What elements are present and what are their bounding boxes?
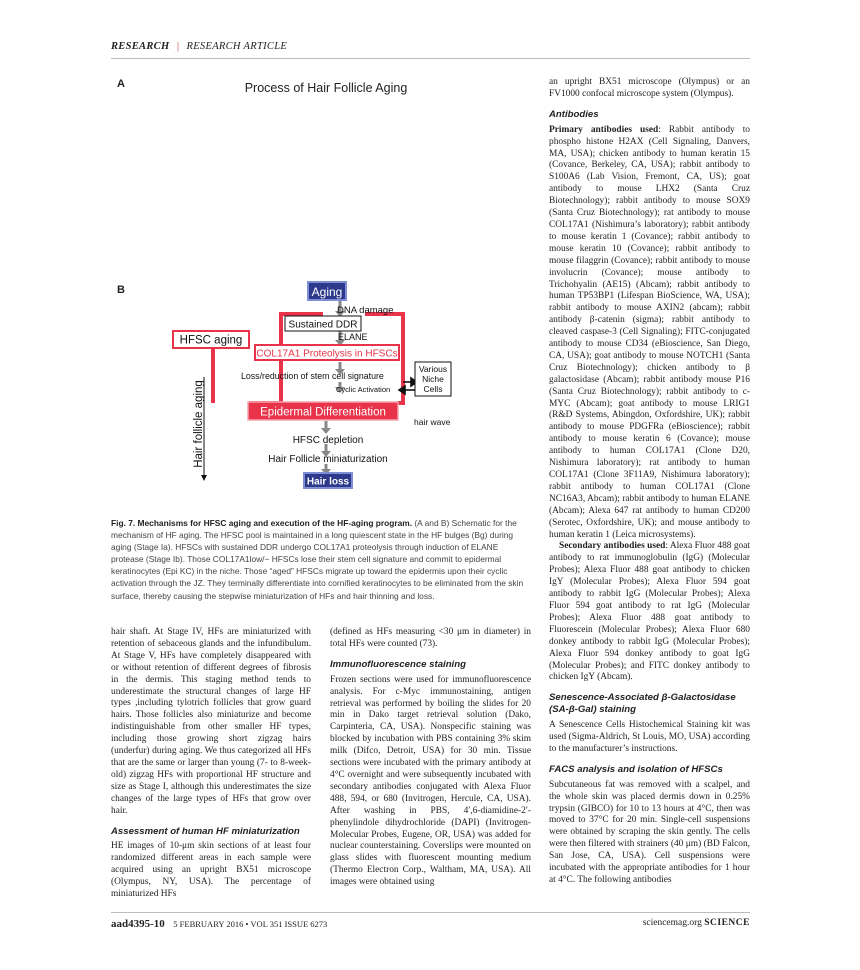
col3-paragraph-2 bbox=[549, 125, 750, 542]
col2-heading-1: Immunofluorescence staining bbox=[330, 658, 466, 670]
col3-heading-3: FACS analysis and isolation of HFSCs bbox=[549, 763, 723, 775]
niche-cells-line3: Cells bbox=[423, 384, 443, 394]
header-separator: | bbox=[176, 41, 180, 52]
aging-label: Aging bbox=[311, 285, 343, 299]
subsection-label: RESEARCH ARTICLE bbox=[186, 41, 288, 52]
col1-heading-1: Assessment of human HF miniaturization bbox=[111, 825, 300, 837]
footer-right bbox=[643, 918, 750, 928]
col1-paragraph-1: hair shaft. At Stage IV, HFs are miniaturized with retention of sebaceous glands and the infundibulum. At Stage V, HFs have completely disappeared with or without retention of different degrees of fibrosis in the dermis. This staging method tends to underestimate the structural changes of large HF types ,including tylotrich follicles that grow guard hairs. Those follicles also miniaturize and become indistinguishable from other smaller HF types, including those growing short zigzag hairs (underfur) during aging. We thus categorized all HFs that are the same or larger than young (7- to 8-week-old) zigzag HFs with proportional HF structure and size as Stage I, although this underestimates the size changes of the large types of HFs that grow over hair. bbox=[111, 627, 311, 816]
caption-label: Fig. 7. Mechanisms for HFSC aging and execution of the HF-aging program. bbox=[111, 518, 413, 528]
column-2 bbox=[330, 627, 531, 889]
niche-cells-line2: Niche bbox=[422, 374, 444, 384]
panel-a-label: A bbox=[117, 78, 125, 90]
column-3 bbox=[549, 77, 750, 887]
panel-a-title: Process of Hair Follicle Aging bbox=[244, 81, 408, 95]
primary-antibodies-label: Primary antibodies used bbox=[549, 124, 659, 135]
hair-follicle-aging-arrowhead bbox=[201, 475, 207, 481]
hfsc-aging-label: HFSC aging bbox=[179, 334, 243, 347]
col3-paragraph-1: an upright BX51 microscope (Olympus) or an FV1000 confocal microscope system (Olympus). bbox=[549, 77, 750, 99]
epidermal-diff-label: Epidermal Differentiation bbox=[260, 406, 386, 419]
figure-caption bbox=[111, 517, 533, 602]
niche-cells-line1: Various bbox=[418, 364, 448, 374]
loss-signature-label: Loss/reduction of stem cell signature bbox=[241, 371, 384, 381]
header-rule bbox=[111, 58, 750, 59]
hair-follicle-aging-label: Hair follicle aging bbox=[193, 380, 205, 468]
figure-7 bbox=[111, 72, 531, 502]
col3-paragraph-4: A Senescence Cells Histochemical Staining kit was used (Sigma-Aldrich, St Louis, MO, USA) according to the manufacturer’s instructions. bbox=[549, 720, 750, 754]
secondary-antibodies-text: : Alexa Fluor 488 goat antibody to rat immunoglobulin (IgG) (Molecular Probes); Alexa Fluor 488 goat antibody to chicken IgY (Molecular Probes); Alexa Fluor 594 goat antibody to rabbit IgG (Molecular Probes); Alexa Fluor 594 goat antibody to rat IgG (Molecular Probes); Alexa Fluor 488 goat antibody to Fluorescein (Molecular Probes); Alexa Fluor 680 donkey antibody to rabbit IgG (Molecular Probes); Alexa Fluor 594 donkey antibody to goat IgG (Molecular Probes); and FITC donkey antibody to chicken IgY (Abcam). bbox=[549, 541, 750, 683]
article-id: aad4395-10 bbox=[111, 918, 165, 930]
cyclic-activation-label: Cyclic Activation bbox=[336, 385, 391, 394]
elane-label: ELANE bbox=[338, 332, 368, 342]
issue-info: 5 FEBRUARY 2016 • VOL 351 ISSUE 6273 bbox=[173, 919, 328, 929]
col3-paragraph-3 bbox=[549, 541, 750, 684]
col3-heading-2: Senescence-Associated β-Galactosidase (SA-β-Gal) staining bbox=[549, 692, 736, 716]
caption-body: (A and B) Schematic for the mechanism of HF aging. The HFSC pool is maintained in a long quiescent state in the HF bulges (Bg) during aging (Stage Ia). HFSCs with sustained DDR undergo COL17A1 proteolysis through induction of ELANE protease (Stage Ib). Those COL17A1low/− HFSCs lose their stem cell signature and commit to epidermal keratinocytes (Epi KC) in the niche. Those “aged” HFSCs migrate up toward the epidermis upon their cyclic activation through the JZ. They terminally differentiate into cornified keratinocytes to be eliminated from the skin surface, thereby causing the stepwise miniaturization of HFs and hair thinning and loss. bbox=[111, 518, 524, 601]
col1-paragraph-2: HE images of 10-μm skin sections of at least four randomized different areas in each sample were acquired using an upright BX51 microscope (Olympus, NY, USA). The percentage of miniaturized HFs bbox=[111, 841, 311, 900]
footer-left bbox=[111, 918, 327, 930]
footer-rule bbox=[111, 912, 750, 913]
hfsc-depletion-label: HFSC depletion bbox=[292, 435, 364, 446]
site-name: sciencemag.org bbox=[642, 918, 702, 928]
hair-wave-label: hair wave bbox=[414, 417, 451, 427]
running-header bbox=[111, 41, 287, 52]
col3-paragraph-5: Subcutaneous fat was removed with a scalpel, and the whole skin was placed dermis down in 0.25% trypsin (GIBCO) for 10 to 13 hours at 4°C, then was moved to 37°C for 20 min. Single-cell suspensions were obtained by scraping the skin gently. The cells were then filtered with strainers (40 μm) (BD Falcon, San Jose, CA, USA). Cell suspensions were incubated with the appropriate antibodies for 1 hour at 4°C. The following antibodies bbox=[549, 779, 750, 885]
hf-miniaturization-label: Hair Follicle miniaturization bbox=[268, 454, 388, 465]
sustained-ddr-label: Sustained DDR bbox=[288, 319, 358, 331]
dna-damage-label: DNA damage bbox=[337, 305, 394, 316]
journal-name: SCIENCE bbox=[704, 918, 750, 928]
panel-b-label: B bbox=[117, 284, 125, 296]
col17a1-label: COL17A1 Proteolysis in HFSCs bbox=[256, 348, 398, 360]
secondary-antibodies-label: Secondary antibodies used bbox=[559, 541, 666, 552]
col2-paragraph-2: Frozen sections were used for immunofluorescence analysis. For c-Myc immunostaining, antigen retrieval was performed by boiling the slides for 20 min in Dako target retrieval solution (Dako, Carpinteria, CA, USA). Nonspecific staining was blocked by incubation with PBS containing 3% skim milk (Difco, Detroit, USA) for 30 min. Tissue sections were incubated with the primary antibody at 4°C overnight and were subsequently incubated with secondary antibodies conjugated with Alexa Fluor 488, 594, or 680 (Invitrogen, Hercule, CA, USA). After washing in PBS, 4′,6-diamidine-2′-phenylindole dihydrochloride (DAPI) (Invitrogen-Molecular Probes, Eugene, OR, USA) was added for nuclear counterstaining. Coverslips were mounted on glass slides with fluorescent mounting medium (Thermo Electron Corp., Waltham, MA, USA). All images were obtained using bbox=[330, 674, 531, 888]
column-1 bbox=[111, 627, 311, 901]
col2-paragraph-1: (defined as HFs measuring <30 μm in diameter) in total HFs were counted (73). bbox=[330, 627, 531, 649]
primary-antibodies-text: : Rabbit antibody to phospho histone H2AX (Cell Signaling, Danvers, MA, USA); chicken antibody to human keratin 15 (Covance, Berkeley, CA, USA); rabbit antibody to S100A6 (Lab Vision, Fremont, CA, US); goat antibody to mouse LHX2 (Santa Cruz Biotechnology); rabbit antibody to mouse SOX9 (Santa Cruz Biotechnology); rat antibody to mouse COL17A1 (Nishimura’s laboratory); rabbit antibody to mouse keratin 1 (Covance); rabbit antibody to mouse keratin 10 (Covance); rabbit antibody to mouse filaggrin (Covance); rabbit antibody to mouse involucrin (Covance); mouse antibody to Trichohyalin (AE15) (Abcam); rabbit antibody to human TP53BP1 (Lifespan BioScience, WA, USA); rabbit antibody to mouse AXIN2 (abcam); rabbit antibody β-catenin (sigma); rabbit antibody to cleaved caspase-3 (Cell Signaling); FITC-conjugated antibody to mouse CD34 (eBioscience, San Diego, CA, USA); goat antibody to mouse NOTCH1 (Santa Cruz Biotechnology); chicken antibody to β galactosidase (Abcam); rabbit antibody mouse P16 (Santa Cruz Biotechnology); rabbit antibody to c-MYC (Abcam); goat antibody to mouse LRIG1 (R&D Systems, Abingdon, Oxfordshire, UK); rabbit antibody to mouse PDGFRa (eBioscience); rabbit antibody to mouse keratin 6 (Covance); mouse antibody to human COL17A1 (Clone D20, Nishimura laboratory); rat antibody to human COL17A1 (Clone 3F11A9, Nishimura laboratory); rabbit antibody to human COL17A1 (Clone NC16A3, Abcam); rabbit antibody to human ELANE (Abcam); Alexa 647 rat antibody to human CD200 (Serotec, Oxfordshire, UK); and mouse antibody to human keratin 1 (Leica microsystems). bbox=[549, 124, 750, 540]
section-label: RESEARCH bbox=[111, 41, 170, 52]
hair-loss-label: Hair loss bbox=[306, 476, 350, 488]
col3-heading-1: Antibodies bbox=[549, 108, 599, 120]
